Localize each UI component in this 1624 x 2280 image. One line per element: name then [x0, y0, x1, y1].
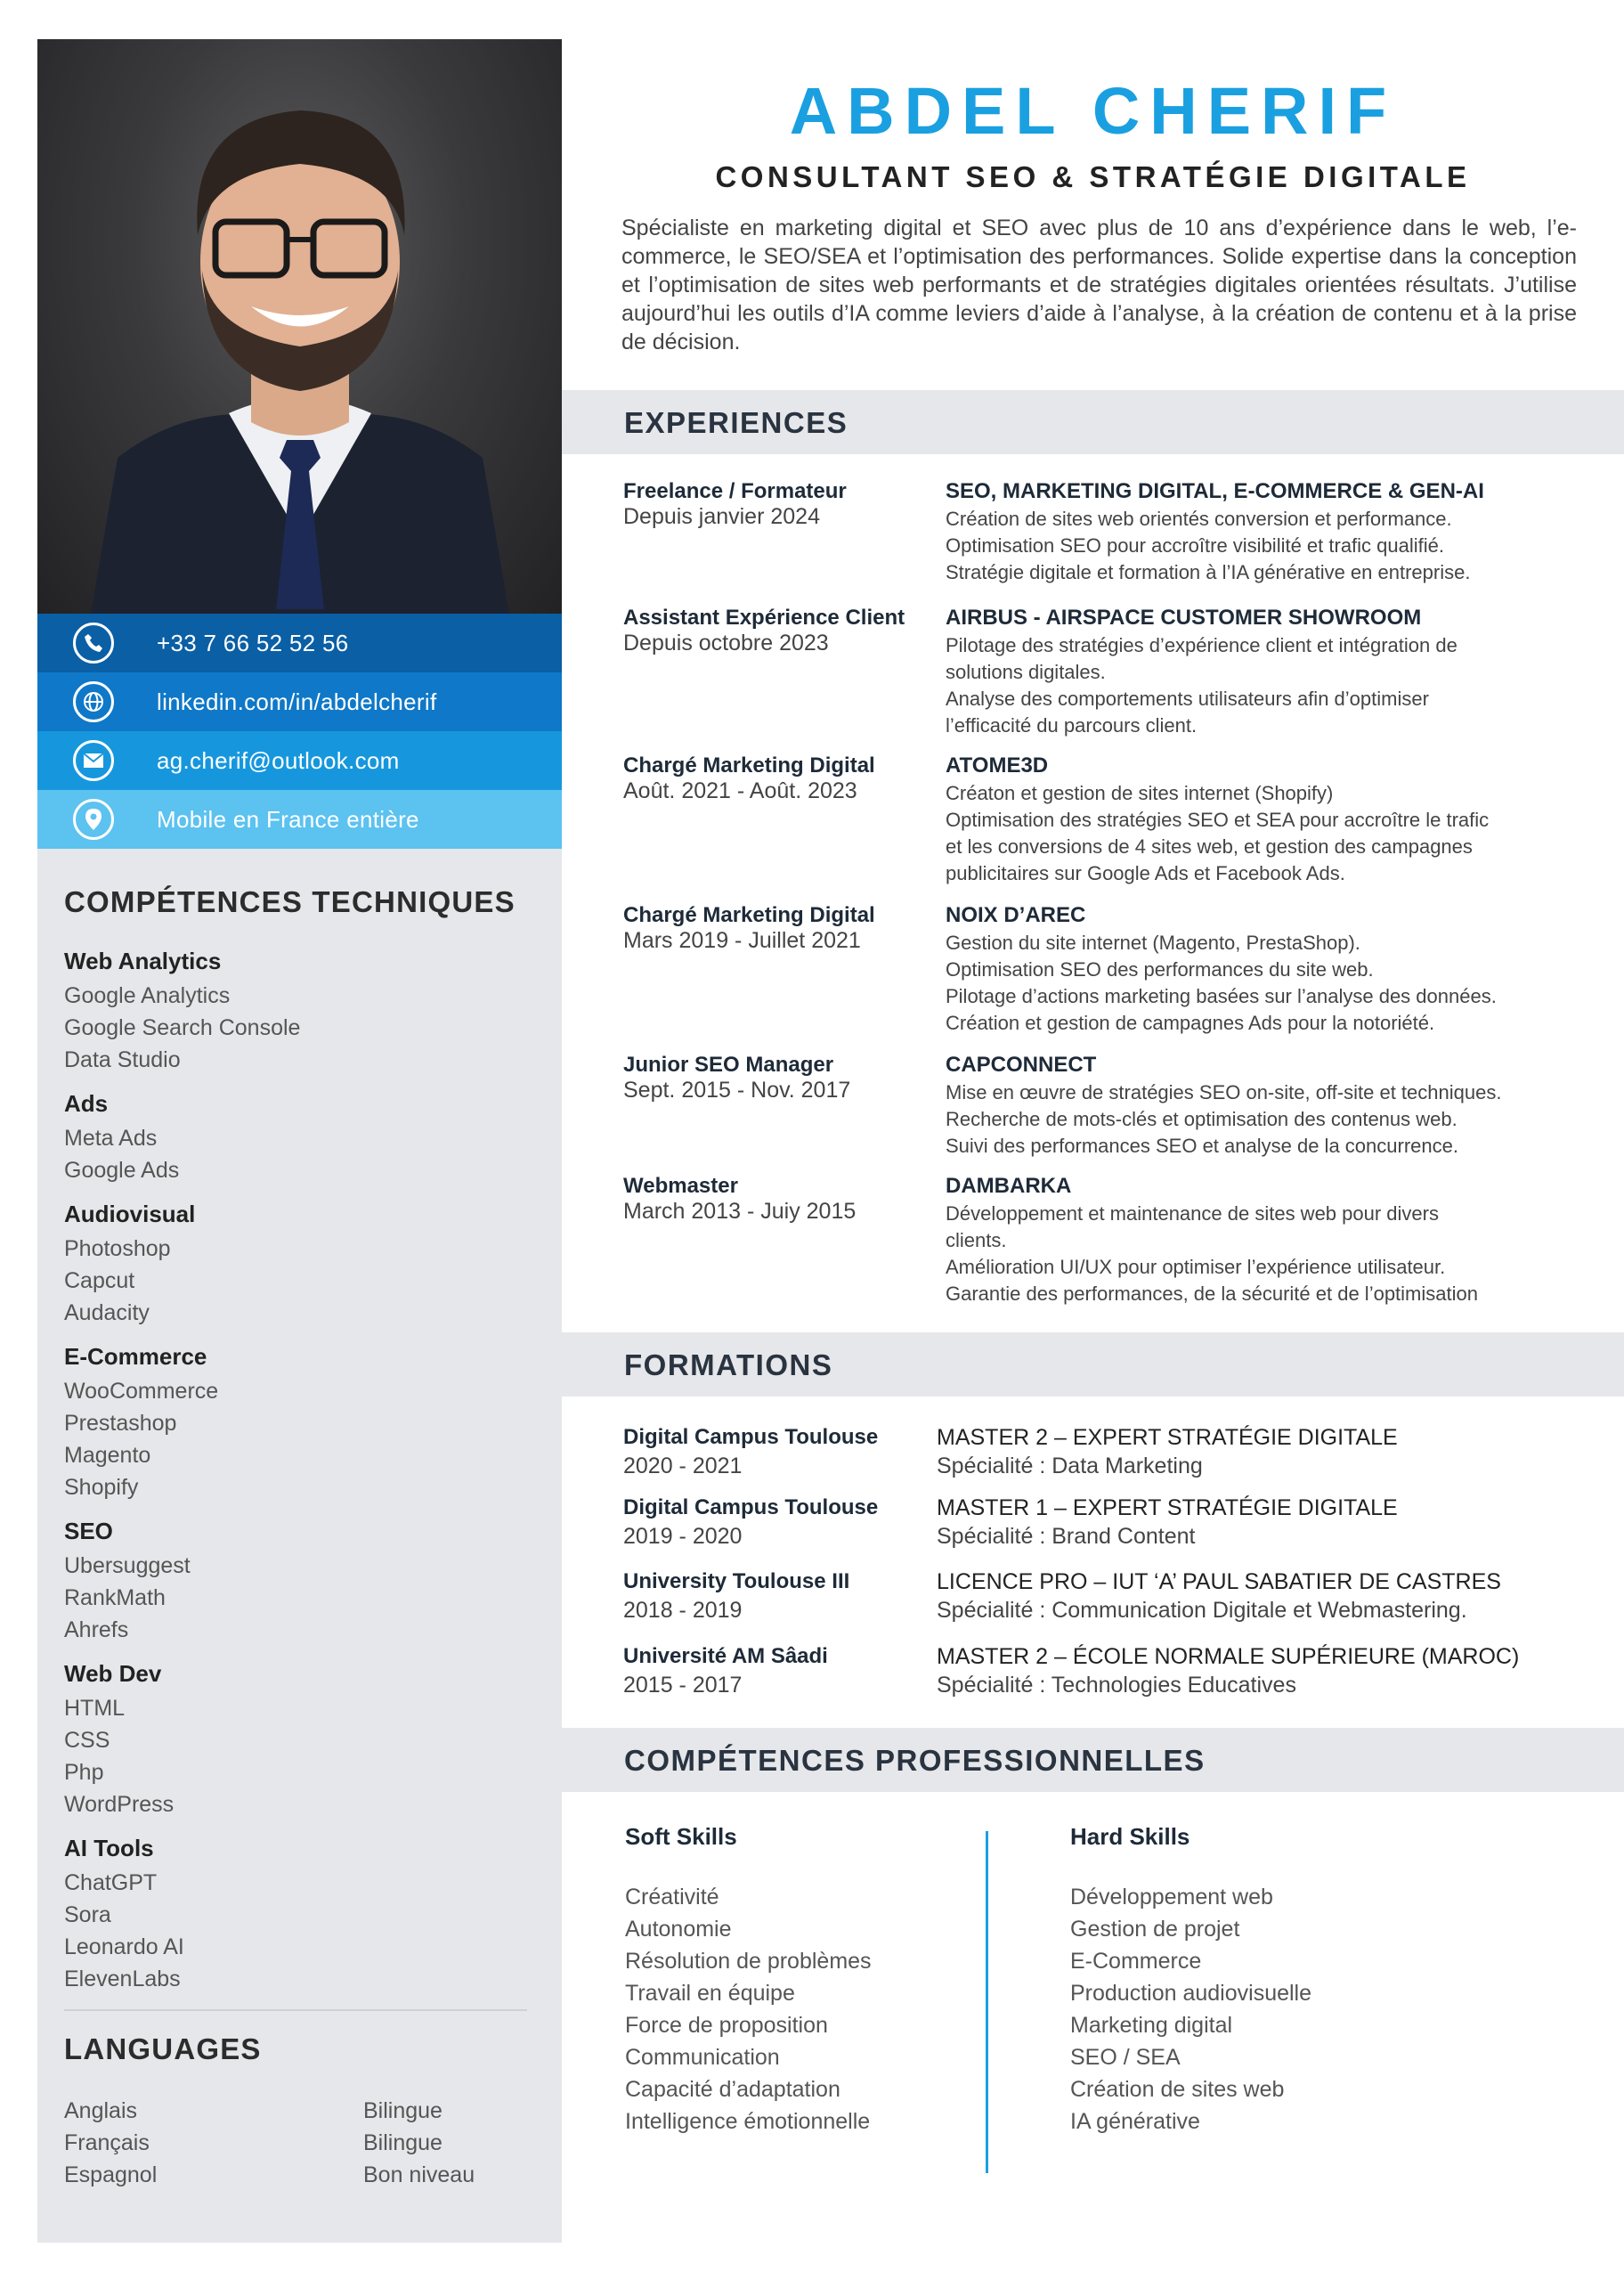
skill-item: Data Studio [64, 1047, 181, 1072]
school-name: Université AM Sâadi [623, 1644, 828, 1668]
formation-years: 2015 - 2017 [623, 1673, 743, 1698]
company-name: CAPCONNECT [946, 1053, 1097, 1077]
formation-years: 2020 - 2021 [623, 1454, 743, 1478]
sidebar [37, 39, 562, 2243]
job-description [946, 1079, 1569, 1160]
profile-photo [37, 39, 562, 614]
description-line: Amélioration UI/UX pour optimiser l’expérience utilisateur. [946, 1256, 1446, 1278]
candidate-name: ABDEL CHERIF [789, 74, 1397, 148]
soft-skill-item: Autonomie [625, 1917, 732, 1942]
skill-category: Web Analytics [64, 948, 222, 974]
degree-specialty: Spécialité : Brand Content [937, 1524, 1196, 1549]
contact-email: ag.cherif@outlook.com [157, 746, 400, 774]
skill-item: Magento [64, 1443, 151, 1468]
hard-skill-item: Gestion de projet [1070, 1917, 1240, 1942]
description-line: Développement et maintenance de sites web pour divers [946, 1202, 1439, 1225]
description-line: Analyse des comportements utilisateurs afin d’optimiser [946, 688, 1429, 710]
skill-item: WordPress [64, 1792, 175, 1817]
description-line: solutions digitales. [946, 661, 1106, 683]
skill-item: Prestashop [64, 1411, 177, 1436]
language-row: Espagnol Bon niveau [64, 2162, 475, 2187]
school-name: University Toulouse III [623, 1569, 850, 1593]
description-line: Optimisation SEO pour accroître visibilité et trafic qualifié. [946, 534, 1445, 557]
skill-item: Shopify [64, 1475, 139, 1500]
tech-skills-title: COMPÉTENCES TECHNIQUES [64, 885, 516, 918]
divider [64, 2009, 527, 2011]
candidate-role: CONSULTANT SEO & STRATÉGIE DIGITALE [715, 160, 1471, 193]
skill-item: ChatGPT [64, 1870, 158, 1895]
skill-item: Google Search Console [64, 1015, 301, 1040]
languages-title: LANGUAGES [64, 2032, 262, 2065]
hard-skill-item: IA générative [1070, 2109, 1200, 2134]
job-dates: March 2013 - Juiy 2015 [623, 1199, 857, 1224]
skill-category: Web Dev [64, 1660, 162, 1687]
description-line: Pilotage d’actions marketing basées sur l’analyse des données. [946, 985, 1497, 1007]
formations-band [562, 1332, 1624, 1396]
soft-skill-item: Travail en équipe [625, 1981, 795, 2006]
description-line: Optimisation des stratégies SEO et SEA pour accroître le trafic [946, 809, 1490, 831]
formations-title: FORMATIONS [624, 1348, 833, 1381]
job-title: Junior SEO Manager [623, 1053, 834, 1077]
company-name: DAMBARKA [946, 1174, 1072, 1198]
skill-item: Photoshop [64, 1236, 171, 1261]
degree-title: MASTER 1 – EXPERT STRATÉGIE DIGITALE [937, 1495, 1398, 1520]
description-line: Création et gestion de campagnes Ads pour la notoriété. [946, 1012, 1435, 1034]
description-line: Créaton et gestion de sites internet (Shopify) [946, 782, 1334, 804]
soft-skill-item: Communication [625, 2045, 780, 2070]
description-line: Mise en œuvre de stratégies SEO on-site, off-site et techniques. [946, 1081, 1502, 1103]
degree-specialty: Spécialité : Technologies Educatives [937, 1673, 1296, 1698]
skill-item: Meta Ads [64, 1126, 158, 1151]
description-line: Pilotage des stratégies d’expérience client et intégration de [946, 634, 1458, 656]
description-line: Stratégie digitale et formation à l’IA générative en entreprise. [946, 561, 1471, 583]
contact-location: Mobile en France entière [157, 805, 419, 833]
skill-item: Google Analytics [64, 983, 231, 1008]
job-description [946, 632, 1569, 739]
skill-item: Google Ads [64, 1158, 180, 1183]
company-name: SEO, MARKETING DIGITAL, E-COMMERCE & GEN-AI [946, 479, 1484, 503]
mail-icon [73, 740, 114, 781]
description-line: Création de sites web orientés conversion et performance. [946, 508, 1452, 530]
skill-item: Ubersuggest [64, 1553, 191, 1578]
description-line: Optimisation SEO des performances du site web. [946, 958, 1374, 981]
experiences-band [562, 390, 1624, 454]
contact-location-row [37, 790, 562, 849]
soft-skill-item: Créativité [625, 1885, 719, 1910]
soft-skill-item: Force de proposition [625, 2013, 828, 2038]
pro-skills-title: COMPÉTENCES PROFESSIONNELLES [624, 1744, 1206, 1777]
pro-skills-band [562, 1728, 1624, 1792]
skill-item: Ahrefs [64, 1617, 129, 1642]
hard-skill-item: E-Commerce [1070, 1949, 1202, 1974]
degree-title: MASTER 2 – ÉCOLE NORMALE SUPÉRIEURE (MAROC) [937, 1644, 1520, 1669]
description-line: Suivi des performances SEO et analyse de la concurrence. [946, 1135, 1458, 1157]
skill-item: Sora [64, 1902, 111, 1927]
description-line: publicitaires sur Google Ads et Facebook Ads. [946, 862, 1345, 884]
skill-category: Ads [64, 1090, 109, 1117]
job-title: Assistant Expérience Client [623, 606, 905, 630]
degree-specialty: Spécialité : Data Marketing [937, 1454, 1203, 1478]
job-title: Webmaster [623, 1174, 738, 1198]
skill-item: CSS [64, 1728, 110, 1753]
job-description [946, 1201, 1569, 1307]
degree-specialty: Spécialité : Communication Digitale et Webmastering. [937, 1598, 1467, 1623]
job-title: Chargé Marketing Digital [623, 903, 875, 927]
job-description [946, 930, 1569, 1037]
school-name: Digital Campus Toulouse [623, 1425, 879, 1449]
soft-skills-title: Soft Skills [625, 1823, 737, 1850]
job-dates: Depuis octobre 2023 [623, 631, 829, 656]
formation-years: 2019 - 2020 [623, 1524, 743, 1549]
experiences-title: EXPERIENCES [624, 406, 849, 439]
skill-category: Audiovisual [64, 1201, 196, 1227]
globe-icon [73, 681, 114, 722]
job-title: Chargé Marketing Digital [623, 753, 875, 778]
contact-linkedin: linkedin.com/in/abdelcherif [157, 688, 437, 715]
skill-item: Leonardo AI [64, 1934, 184, 1959]
hard-skill-item: Création de sites web [1070, 2077, 1285, 2102]
profile-summary: Spécialiste en marketing digital et SEO avec plus de 10 ans d’expérience dans le web, l’e-commerce, le SEO/SEA et l’optimisation des performances. Solide expertise dans la conception et l’optimisation de sites web performants et de stratégies digitales orientées résultats. J’utilise aujourd’hui les outils d’IA comme leviers d’aide à l’analyse, à la création de contenu et à la prise de décision. [621, 216, 1577, 354]
hard-skill-item: Développement web [1070, 1885, 1273, 1910]
hard-skills-title: Hard Skills [1070, 1823, 1190, 1850]
description-line: Garantie des performances, de la sécurité et de l’optimisation [946, 1282, 1478, 1305]
formation-years: 2018 - 2019 [623, 1598, 743, 1623]
job-dates: Mars 2019 - Juillet 2021 [623, 928, 861, 953]
description-line: et les conversions de 4 sites web, et gestion des campagnes [946, 835, 1473, 858]
degree-title: LICENCE PRO – IUT ‘A’ PAUL SABATIER DE CASTRES [937, 1569, 1501, 1594]
skill-category: AI Tools [64, 1835, 154, 1861]
contact-phone-row[interactable] [37, 614, 562, 672]
job-description [946, 780, 1569, 887]
hard-skill-item: SEO / SEA [1070, 2045, 1181, 2070]
skill-category: SEO [64, 1518, 113, 1544]
contact-email-row[interactable] [37, 731, 562, 790]
degree-title: MASTER 2 – EXPERT STRATÉGIE DIGITALE [937, 1425, 1398, 1450]
job-dates: Depuis janvier 2024 [623, 504, 820, 529]
contact-linkedin-row[interactable] [37, 672, 562, 731]
soft-skill-item: Résolution de problèmes [625, 1949, 872, 1974]
company-name: AIRBUS - AIRSPACE CUSTOMER SHOWROOM [946, 606, 1422, 630]
skill-item: WooCommerce [64, 1379, 219, 1404]
skill-item: RankMath [64, 1585, 166, 1610]
job-description [946, 506, 1569, 586]
language-row: Anglais Bilingue [64, 2098, 443, 2123]
description-line: clients. [946, 1229, 1007, 1251]
company-name: NOIX D’AREC [946, 903, 1086, 927]
job-title: Freelance / Formateur [623, 479, 847, 503]
skill-item: ElevenLabs [64, 1966, 181, 1991]
school-name: Digital Campus Toulouse [623, 1495, 879, 1519]
company-name: ATOME3D [946, 753, 1049, 778]
skill-item: HTML [64, 1696, 126, 1721]
portrait-illustration [37, 39, 562, 614]
soft-skill-item: Capacité d’adaptation [625, 2077, 840, 2102]
soft-skill-item: Intelligence émotionnelle [625, 2109, 871, 2134]
skill-item: Capcut [64, 1268, 135, 1293]
job-dates: Août. 2021 - Août. 2023 [623, 778, 857, 803]
skill-category: E-Commerce [64, 1343, 207, 1370]
contact-phone: +33 7 66 52 52 56 [157, 629, 349, 656]
job-dates: Sept. 2015 - Nov. 2017 [623, 1078, 851, 1103]
location-pin-icon [73, 799, 114, 840]
language-row: Français Bilingue [64, 2130, 443, 2155]
description-line: l’efficacité du parcours client. [946, 714, 1198, 737]
description-line: Gestion du site internet (Magento, PrestaShop). [946, 932, 1360, 954]
skill-item: Php [64, 1760, 104, 1785]
hard-skill-item: Marketing digital [1070, 2013, 1233, 2038]
phone-icon [73, 623, 114, 664]
hard-skill-item: Production audiovisuelle [1070, 1981, 1312, 2006]
skill-item: Audacity [64, 1300, 150, 1325]
description-line: Recherche de mots-clés et optimisation des contenus web. [946, 1108, 1458, 1130]
skills-divider [986, 1831, 988, 2173]
